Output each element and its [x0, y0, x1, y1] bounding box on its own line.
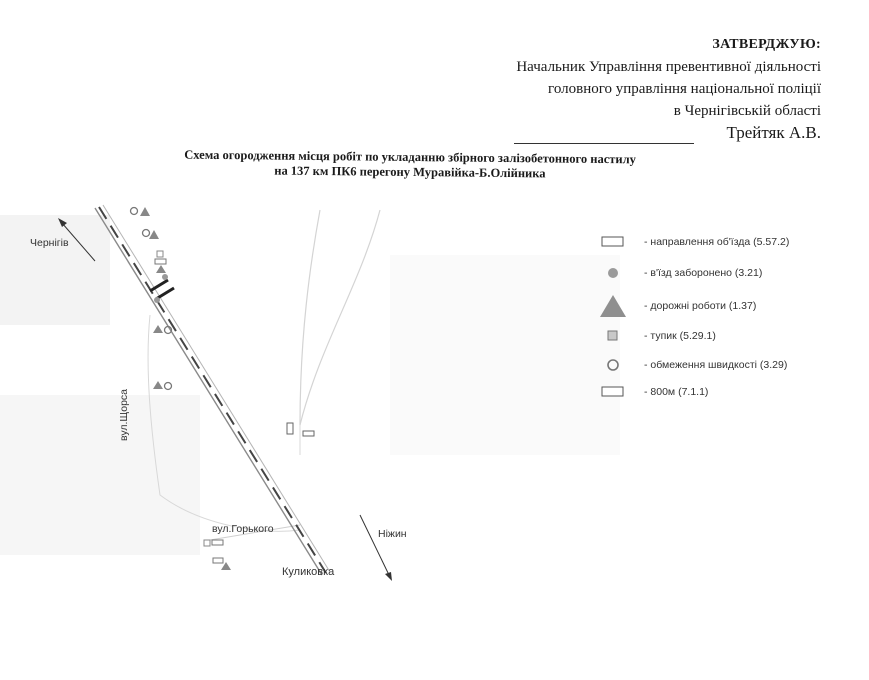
road-works-sign-icon [599, 294, 627, 318]
scheme-title-line2: на 137 км ПК6 перегону Муравійка-Б.Олійника [274, 163, 546, 181]
village-label: Куликовка [282, 566, 335, 578]
bg-patch [390, 255, 620, 455]
signature-line [514, 127, 694, 144]
road-scheme-map [0, 195, 869, 605]
approval-heading: ЗАТВЕРДЖУЮ: [712, 37, 821, 52]
road-outline [300, 210, 380, 425]
legend-label: - в'їзд заборонено (3.21) [644, 267, 763, 279]
dead-end-sign-icon [607, 330, 619, 342]
speed-limit-sign-icon [143, 230, 150, 237]
detour-sign-icon [287, 423, 293, 434]
approval-position-line3: в Чернігівській області [673, 103, 821, 119]
scheme-title-line1: Схема огородження місця робіт по укладанню збірного залізобетонного настилу [184, 147, 636, 167]
road-works-sign-icon [156, 265, 166, 273]
detour-sign-icon [601, 236, 625, 248]
road-works-sign-icon [140, 207, 150, 216]
road-works-sign-icon [153, 325, 163, 333]
approval-position-line1: Начальник Управління превентивної діяльності [516, 59, 821, 75]
legend-label: - направлення об'їзда (5.57.2) [644, 236, 790, 248]
arrow-to-nizhyn [360, 515, 389, 575]
legend-label: - дорожні роботи (1.37) [644, 300, 757, 312]
arrow-head-nizhyn [385, 572, 392, 581]
no-entry-sign-icon [606, 266, 620, 280]
street-label-gorkogo: вул.Горького [212, 523, 274, 535]
approval-position-line2: головного управління національної поліції [548, 81, 821, 97]
signature-row [514, 122, 821, 144]
street-label-shchorsa: вул.Щорса [118, 388, 130, 441]
bg-patch [0, 395, 200, 555]
legend-item-no-entry [592, 266, 762, 280]
legend-item-detour [592, 236, 789, 248]
legend-item-road-works [592, 294, 756, 318]
signatory-name: Трейтяк А.В. [726, 123, 821, 142]
direction-label-chernihiv: Чернігів [30, 237, 69, 249]
no-entry-sign-icon [162, 274, 168, 280]
legend-label: - обмеження швидкості (3.29) [644, 359, 788, 371]
bg-patch [0, 215, 110, 325]
dead-end-sign-icon [204, 540, 210, 546]
distance-plate-sign-icon [212, 540, 223, 545]
distance-plate-sign-icon [213, 558, 223, 563]
legend-item-dead-end [592, 330, 716, 342]
approval-block [514, 34, 821, 144]
work-zone-marker [156, 288, 174, 299]
legend-label: - 800м (7.1.1) [644, 386, 709, 398]
distance-plate-sign-icon [303, 431, 314, 436]
road-works-sign-icon [149, 230, 159, 239]
scheme-title [150, 147, 670, 182]
distance-plate-sign-icon [155, 259, 166, 264]
road-works-sign-icon [153, 381, 163, 389]
legend-item-speed-limit [592, 358, 787, 372]
dead-end-sign-icon [157, 251, 163, 257]
direction-label-nizhyn: Ніжин [378, 528, 407, 540]
legend-label: - тупик (5.29.1) [644, 330, 716, 342]
distance-plate-sign-icon [601, 386, 625, 398]
map-drawing [0, 195, 869, 605]
speed-limit-sign-icon [131, 208, 138, 215]
no-entry-sign-icon [154, 297, 160, 303]
legend-item-distance-plate [592, 386, 708, 398]
speed-limit-sign-icon [165, 383, 172, 390]
speed-limit-sign-icon [606, 358, 620, 372]
